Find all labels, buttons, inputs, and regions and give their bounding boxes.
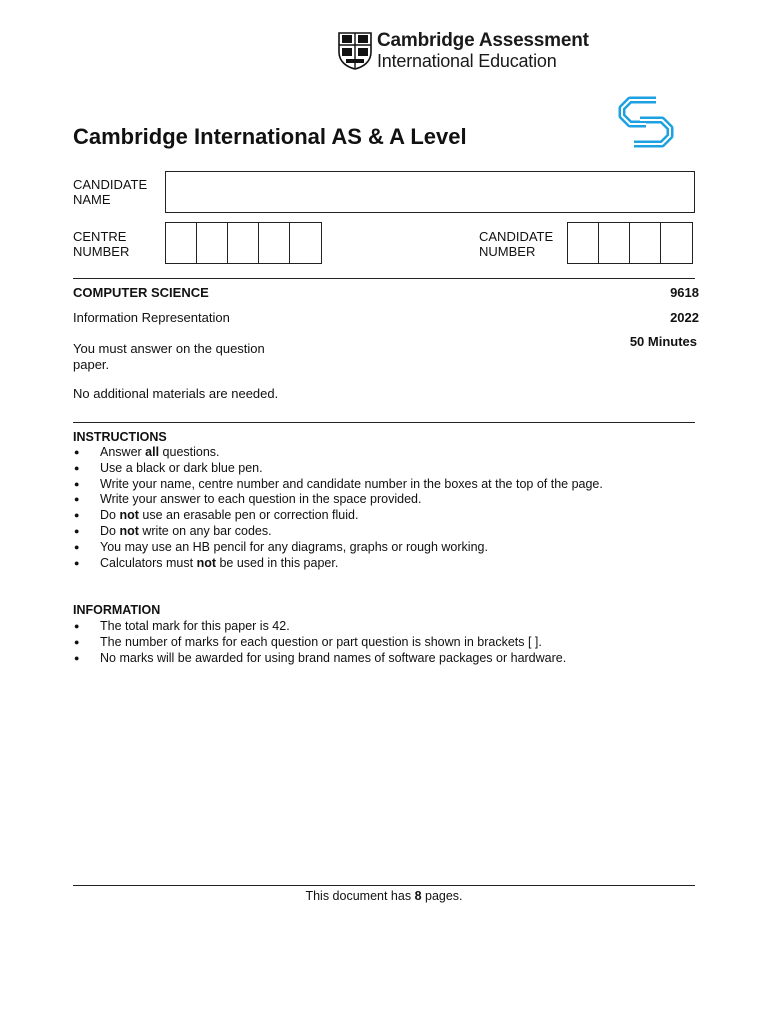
instruction-item <box>73 540 603 556</box>
text-segment: be used in this paper. <box>216 555 339 570</box>
text-segment: use an erasable pen or correction fluid. <box>138 508 359 523</box>
instruction-item <box>73 477 603 493</box>
text-segment: Do <box>100 508 120 523</box>
information-heading: INFORMATION <box>73 603 161 617</box>
information-item <box>73 635 566 651</box>
candidate-name-label: CANDIDATE NAME <box>73 177 148 207</box>
syllabus-code: 9618 <box>670 285 699 300</box>
text-segment: This document has <box>305 889 415 903</box>
materials-note: No additional materials are needed. <box>73 386 279 401</box>
centre-number-field[interactable] <box>165 222 322 264</box>
text-segment: questions. <box>159 445 220 459</box>
instruction-item <box>73 445 603 461</box>
university-crest-icon <box>338 32 372 70</box>
emphasis-text: 8 <box>414 889 422 903</box>
divider <box>73 278 695 279</box>
instruction-item <box>73 461 603 477</box>
emphasis-text: not <box>196 555 216 570</box>
brand-name-line1: Cambridge Assessment <box>377 30 589 51</box>
candidate-number-field[interactable] <box>567 222 693 264</box>
divider <box>73 422 695 423</box>
instruction-item <box>73 524 603 540</box>
information-item <box>73 619 566 635</box>
instruction-item <box>73 492 603 508</box>
information-list <box>73 619 566 666</box>
answer-note: You must answer on the question paper. <box>73 341 265 372</box>
centre-number-digit-box[interactable] <box>197 223 228 263</box>
text-segment: Write your answer to each question in the space provided. <box>100 492 422 507</box>
candidate-number-label: CANDIDATE NUMBER <box>479 229 554 259</box>
brand-name-line2: International Education <box>377 51 557 71</box>
instruction-item <box>73 508 603 524</box>
page-count-note <box>73 889 695 903</box>
text-segment: The total mark for this paper is 42. <box>100 619 290 633</box>
text-segment: Write your name, centre number and candidate number in the boxes at the top of the page. <box>100 476 603 491</box>
cs-subject-logo-icon <box>616 94 680 150</box>
centre-number-label: CENTRE NUMBER <box>73 229 130 259</box>
text-segment: No marks will be awarded for using brand names of software packages or hardware. <box>100 650 567 665</box>
emphasis-text: all <box>145 445 160 459</box>
centre-number-digit-box[interactable] <box>166 223 197 263</box>
emphasis-text: not <box>119 508 139 523</box>
information-item <box>73 651 566 667</box>
candidate-number-digit-box[interactable] <box>661 223 692 263</box>
candidate-number-digit-box[interactable] <box>568 223 599 263</box>
footer-divider <box>73 885 695 886</box>
instructions-list <box>73 445 603 571</box>
text-segment: The number of marks for each question or part question is shown in brackets [ ]. <box>100 634 542 649</box>
instructions-heading: INSTRUCTIONS <box>73 430 167 444</box>
centre-number-digit-box[interactable] <box>228 223 259 263</box>
subject-name: COMPUTER SCIENCE <box>73 285 209 300</box>
text-segment: Answer <box>100 445 146 459</box>
emphasis-text: not <box>119 523 139 538</box>
paper-duration: 50 Minutes <box>629 334 697 349</box>
paper-year: 2022 <box>670 310 699 325</box>
qualification-title: Cambridge International AS & A Level <box>73 124 467 149</box>
text-segment: write on any bar codes. <box>138 523 272 538</box>
candidate-number-digit-box[interactable] <box>599 223 630 263</box>
centre-number-digit-box[interactable] <box>259 223 290 263</box>
text-segment: Use a black or dark blue pen. <box>100 460 263 475</box>
text-segment: You may use an HB pencil for any diagrams, graphs or rough working. <box>100 539 488 554</box>
paper-component: Information Representation <box>73 310 230 325</box>
text-segment: pages. <box>421 889 463 903</box>
text-segment: Calculators must <box>100 555 197 570</box>
text-segment: Do <box>100 523 120 538</box>
centre-number-digit-box[interactable] <box>290 223 321 263</box>
candidate-number-digit-box[interactable] <box>630 223 661 263</box>
candidate-name-field[interactable] <box>165 171 695 213</box>
instruction-item <box>73 556 603 572</box>
